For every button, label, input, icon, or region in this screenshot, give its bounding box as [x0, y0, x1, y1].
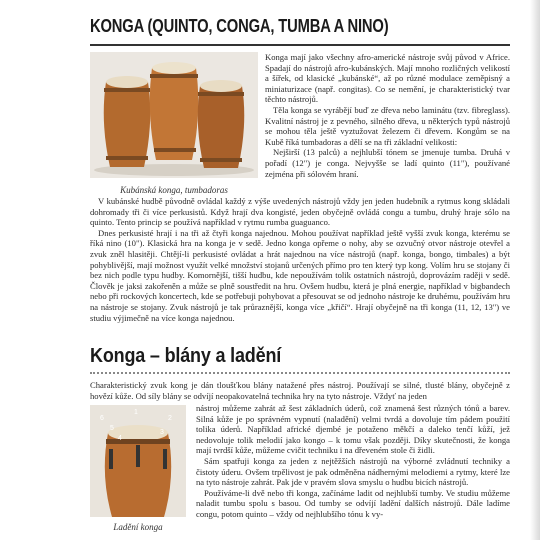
section-title-blany: Konga – blány a ladění: [90, 345, 282, 367]
title-rule: [90, 44, 510, 46]
figure-three-congas: [90, 52, 258, 178]
page-fold-shadow: [530, 0, 540, 540]
paragraph: Sám spatřuji konga za jeden z nejtěžších nástrojů na výborné zvládnutí techniky a čistoty úderu. Ovšem trpělivost je pak odměněna nádhernými melodiemi a rytmy, které lze na tyto nástroje zahrát. Pak jde v pravém slova smyslu o hudbu bicích nástrojů.: [196, 455, 510, 488]
text-full-width-1: [90, 196, 510, 323]
paragraph: Dnes perkusisté hrají i na tři až čtyři konga najednou. Mohou používat například ještě vyšší zvuk konga, kterému se říká nino (10"). Klasická hra na konga je v sedě. Jedno konga opřeme o nohy, aby se ozvučný otvor nástroje otevřel a zvuk zněl hlasitěji. Chtějí-li perkusisté ovládat a hrát najednou na více nástrojů (např. konga, bongo, timbales) a být pohyblivější, mají možnost využít velké množství stojanů určených přímo pro ten který typ kong. Volím hru se stojany či bez nich podle typu hudby. Komornější, tišší hudbu, kde nepoužívám tolik ostatních nástrojů, doprovázím raději v sedě. Člověk je jaksi zakořeněn a může se plně soustředit na hru. Ovšem hudbu, která je plná energie, například v bigbandech nebo při rockových koncertech, kde se potřebuji pohybovat a přesouvat se od jednoho nástroje ke druhému, používám hru na nástroje se stojany. Zvuk nástrojů je tak průraznější, konga více „křičí“. Hrají obyčejně na tři konga (11, 12, 13") ve studiu výjimečně na více konga najednou.: [90, 227, 510, 323]
text-column-right-1: [265, 52, 510, 179]
tuning-number: 5: [110, 425, 114, 432]
tuning-number: 2: [168, 415, 172, 422]
text-full-width-2: [90, 380, 510, 401]
paragraph: Nejširší (13 palců) a nejhlubší tónem se jmenuje tumba. Druhá v pořadí (12") je conga. Nejvyšše se ladí quinto (11"), používané zejména při sólovém hraní.: [265, 147, 510, 179]
tuning-number: 3: [160, 429, 164, 436]
paragraph: Konga mají jako všechny afro-americké nástroje svůj původ v Africe. Spadají do nástrojů afro-kubánských. Mají mnoho rozličných velikostí a šířek, od klasické „kubánské“, až po různé modulace zeměpisný a miniaturizace (např. congitas). Co se nemění, je charakteristický tvar těchto nástrojů.: [265, 52, 510, 105]
figure-caption-1: Kubánská konga, tumbadoras: [120, 185, 228, 195]
tuning-number: 1: [134, 409, 138, 416]
paragraph: Používáme-li dvě nebo tři konga, začínáme ladit od nejhlubší tumby. Ve studiu můžeme naladit tumbu spolu s basou. Od tumby se odvíjí ladění dalších nástrojů. Dále ladíme congu, potom quinto – vždy od nejhlubšího tónu k vy-: [196, 487, 510, 519]
paragraph: Charakteristický zvuk kong je dán tloušťkou blány natažené přes nástroj. Používají se silné, tlusté blány, obyčejně z hovězí kůže. Od síly blány se odvíjí neopakovatelná technika hry na tyto nástroje. Vždyť na jeden: [90, 380, 510, 401]
paragraph: V kubánské hudbě původně ovládal každý z výše uvedených nástrojů vždy jen jeden hudebník a rytmus kong skládali dohromady tři či více perkusistů. Když hrají dva kongisté, jeden obyčejně ovládá congu a tumbu, druhý hraje sólo na quinto. Tento princip se používá například v rytmu rumba guaguanco.: [90, 196, 510, 228]
paragraph: nástroj můžeme zahrát až šest základních úderů, což znamená šest různých tónů a barev. Silná kůže je po správném vypnutí (naladění) velmi tvrdá a dovoluje tím pádem použití tolika úderů. Například africké djembé je potaženo měkčí a daleko tenčí kůží, jež nedovoluje tolik melodií jako kongo – k tomu však později. Díky skutečnosti, že konga mají tvrdší kůže, můžeme cvičit techniku i na dřeveném stole či židli.: [196, 403, 510, 456]
congas-illustration: [90, 52, 258, 178]
figure-caption-2: Ladění konga: [113, 522, 163, 532]
text-column-right-2: [196, 403, 510, 520]
tuning-number: 4: [118, 435, 122, 442]
section-title-konga: KONGA (QUINTO, CONGA, TUMBA A NINO): [90, 16, 389, 36]
title-rule-dotted: [90, 372, 510, 374]
paragraph: Těla konga se vyrábějí buď ze dřeva nebo laminátu (tzv. fibreglass). Kvalitní nástroj je z pevného, silného dřeva, u některých typů nástrojů se mohou těla ještě vyztužovat železem či dřevem. Kongům se na Kubě říká tumbadoras a dělí se na tři základní velikosti:: [265, 104, 510, 147]
tuning-number: 6: [100, 415, 104, 422]
figure-conga-tuning: [90, 405, 186, 517]
